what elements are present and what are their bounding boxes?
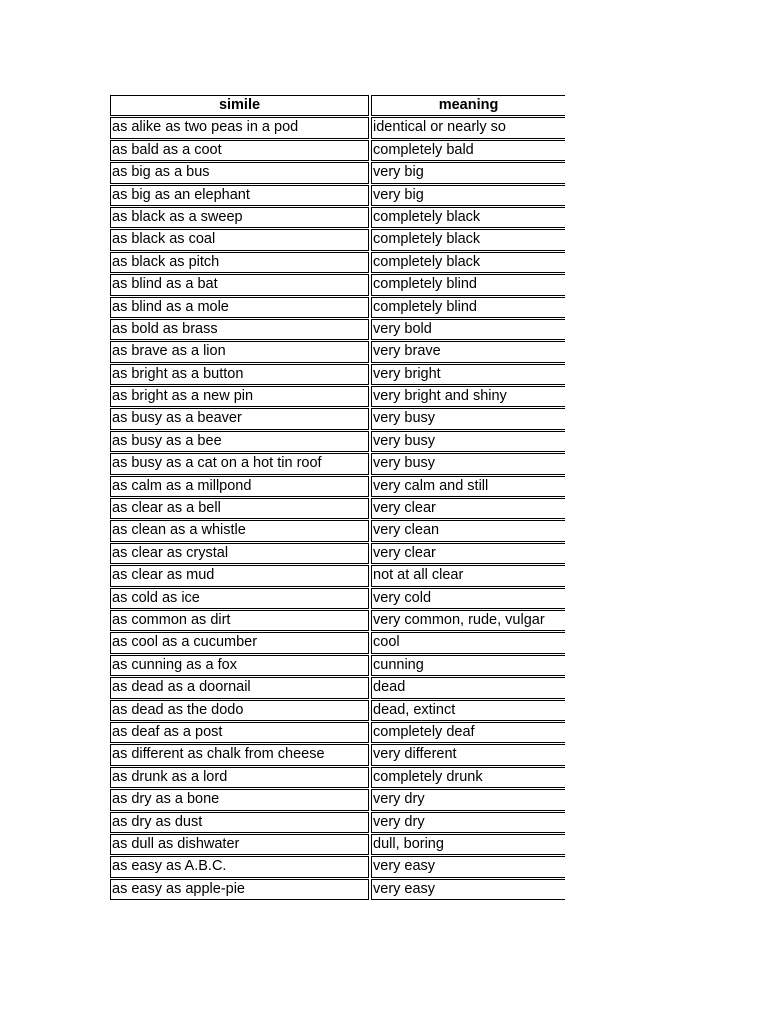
meaning-cell: dead, extinct — [371, 700, 565, 721]
table-row — [110, 812, 565, 833]
table-row — [110, 185, 565, 206]
meaning-cell: very clear — [371, 543, 565, 564]
simile-cell: as deaf as a post — [110, 722, 369, 743]
meaning-cell: dead — [371, 677, 565, 698]
table-row — [110, 520, 565, 541]
meaning-cell: dull, boring — [371, 834, 565, 855]
simile-cell: as brave as a lion — [110, 341, 369, 362]
simile-cell: as dry as dust — [110, 812, 369, 833]
meaning-cell: very busy — [371, 408, 565, 429]
meaning-cell: very easy — [371, 856, 565, 877]
simile-cell: as dry as a bone — [110, 789, 369, 810]
table-row — [110, 834, 565, 855]
simile-cell: as busy as a bee — [110, 431, 369, 452]
table-row — [110, 722, 565, 743]
meaning-cell: very common, rude, vulgar — [371, 610, 565, 631]
meaning-cell: very dry — [371, 789, 565, 810]
table-row — [110, 140, 565, 161]
meaning-cell: completely black — [371, 207, 565, 228]
simile-cell: as easy as apple-pie — [110, 879, 369, 900]
table-row — [110, 476, 565, 497]
meaning-cell: completely drunk — [371, 767, 565, 788]
table-row — [110, 229, 565, 250]
table-row — [110, 341, 565, 362]
meaning-cell: not at all clear — [371, 565, 565, 586]
table-row — [110, 610, 565, 631]
table-row — [110, 386, 565, 407]
simile-cell: as dead as a doornail — [110, 677, 369, 698]
simile-cell: as common as dirt — [110, 610, 369, 631]
simile-table — [108, 94, 567, 901]
table-body — [110, 117, 565, 900]
meaning-cell: very different — [371, 744, 565, 765]
column-header-meaning: meaning — [371, 95, 565, 116]
meaning-cell: completely black — [371, 252, 565, 273]
simile-cell: as blind as a mole — [110, 297, 369, 318]
meaning-cell: completely black — [371, 229, 565, 250]
table-row — [110, 744, 565, 765]
simile-cell: as cunning as a fox — [110, 655, 369, 676]
simile-cell: as clear as a bell — [110, 498, 369, 519]
meaning-cell: completely blind — [371, 274, 565, 295]
meaning-cell: completely blind — [371, 297, 565, 318]
table-row — [110, 632, 565, 653]
table-row — [110, 856, 565, 877]
meaning-cell: very bright and shiny — [371, 386, 565, 407]
simile-cell: as clear as mud — [110, 565, 369, 586]
table-row — [110, 789, 565, 810]
table-row — [110, 162, 565, 183]
meaning-cell: very bright — [371, 364, 565, 385]
table-row — [110, 588, 565, 609]
table-row — [110, 319, 565, 340]
table-row — [110, 431, 565, 452]
simile-cell: as clear as crystal — [110, 543, 369, 564]
meaning-cell: cunning — [371, 655, 565, 676]
table-row — [110, 408, 565, 429]
simile-cell: as dull as dishwater — [110, 834, 369, 855]
meaning-cell: very busy — [371, 453, 565, 474]
meaning-cell: very clean — [371, 520, 565, 541]
meaning-cell: cool — [371, 632, 565, 653]
meaning-cell: very dry — [371, 812, 565, 833]
meaning-cell: very easy — [371, 879, 565, 900]
simile-cell: as easy as A.B.C. — [110, 856, 369, 877]
table-row — [110, 543, 565, 564]
table-row — [110, 767, 565, 788]
meaning-cell: identical or nearly so — [371, 117, 565, 138]
simile-cell: as bright as a button — [110, 364, 369, 385]
table-row — [110, 297, 565, 318]
simile-cell: as dead as the dodo — [110, 700, 369, 721]
table-row — [110, 364, 565, 385]
simile-cell: as big as a bus — [110, 162, 369, 183]
meaning-cell: very brave — [371, 341, 565, 362]
simile-cell: as black as pitch — [110, 252, 369, 273]
simile-cell: as drunk as a lord — [110, 767, 369, 788]
table-row — [110, 677, 565, 698]
simile-cell: as clean as a whistle — [110, 520, 369, 541]
simile-cell: as busy as a beaver — [110, 408, 369, 429]
meaning-cell: very bold — [371, 319, 565, 340]
simile-cell: as calm as a millpond — [110, 476, 369, 497]
table-row — [110, 252, 565, 273]
table-row — [110, 565, 565, 586]
simile-cell: as busy as a cat on a hot tin roof — [110, 453, 369, 474]
table-row — [110, 117, 565, 138]
meaning-cell: very big — [371, 185, 565, 206]
simile-cell: as blind as a bat — [110, 274, 369, 295]
simile-cell: as black as a sweep — [110, 207, 369, 228]
meaning-cell: completely deaf — [371, 722, 565, 743]
meaning-cell: completely bald — [371, 140, 565, 161]
simile-cell: as cold as ice — [110, 588, 369, 609]
table-row — [110, 498, 565, 519]
table-row — [110, 879, 565, 900]
simile-cell: as different as chalk from cheese — [110, 744, 369, 765]
simile-cell: as alike as two peas in a pod — [110, 117, 369, 138]
simile-cell: as big as an elephant — [110, 185, 369, 206]
meaning-cell: very cold — [371, 588, 565, 609]
meaning-cell: very clear — [371, 498, 565, 519]
simile-cell: as black as coal — [110, 229, 369, 250]
table-row — [110, 274, 565, 295]
table-row — [110, 655, 565, 676]
meaning-cell: very calm and still — [371, 476, 565, 497]
simile-cell: as cool as a cucumber — [110, 632, 369, 653]
simile-cell: as bright as a new pin — [110, 386, 369, 407]
simile-cell: as bald as a coot — [110, 140, 369, 161]
table-row — [110, 207, 565, 228]
simile-cell: as bold as brass — [110, 319, 369, 340]
header-row — [110, 95, 565, 116]
column-header-simile: simile — [110, 95, 369, 116]
table-row — [110, 453, 565, 474]
meaning-cell: very big — [371, 162, 565, 183]
table-row — [110, 700, 565, 721]
meaning-cell: very busy — [371, 431, 565, 452]
